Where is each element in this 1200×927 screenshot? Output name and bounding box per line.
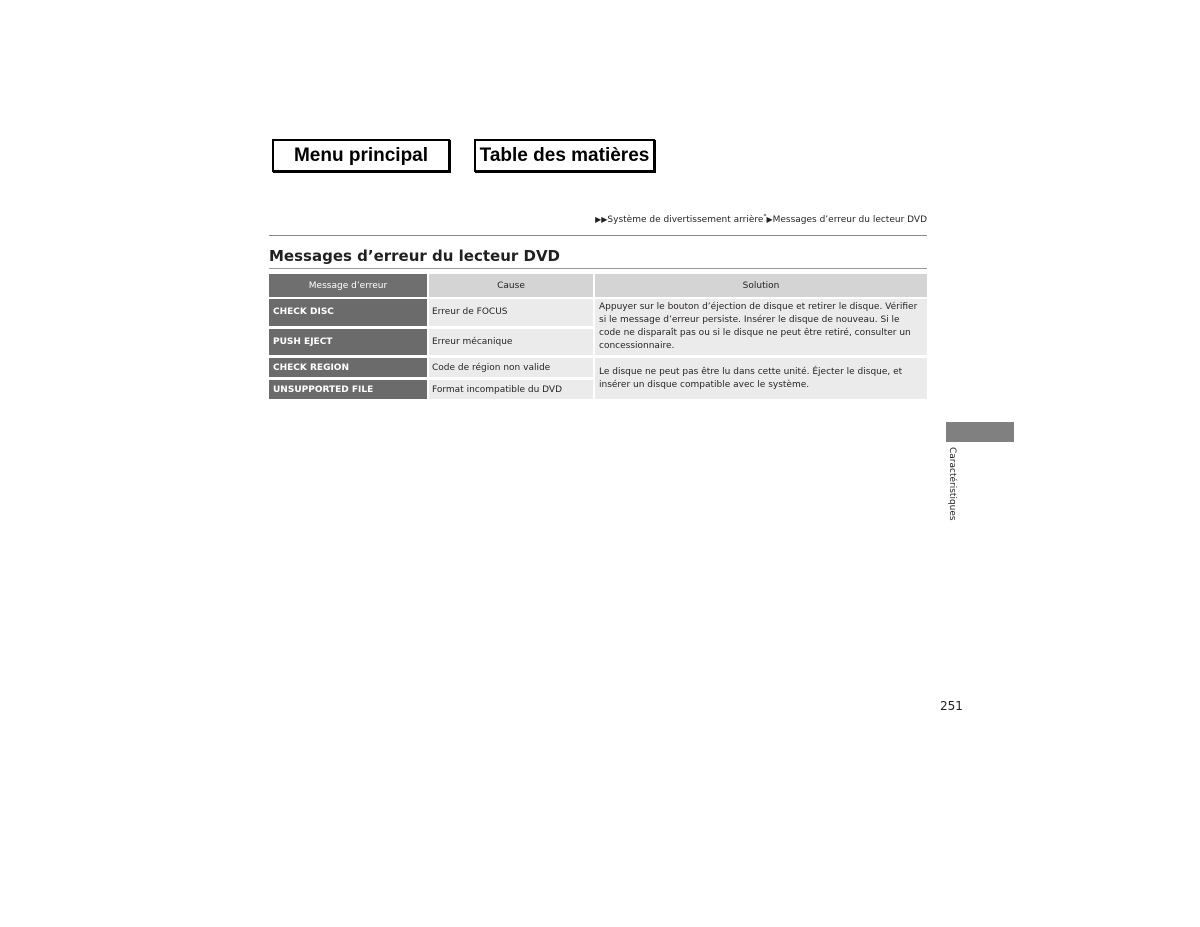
error-solution: Le disque ne peut pas être lu dans cette unité. Éjecter le disque, et insérer un disque compatible avec le système. (595, 358, 927, 402)
breadcrumb-marker: * (763, 213, 767, 220)
error-code: CHECK DISC (269, 299, 429, 329)
section-title: Messages d’erreur du lecteur DVD (269, 247, 561, 265)
error-code: CHECK REGION (269, 358, 429, 380)
error-code: PUSH EJECT (269, 329, 429, 359)
error-solution: Appuyer sur le bouton d’éjection de disque et retirer le disque. Vérifier si le message d’erreur persiste. Insérer le disque de nouveau. Si le code ne disparaît pas ou si le disque ne peut être retiré, consulter un concessionnaire. (595, 299, 927, 358)
table-of-contents-button[interactable]: Table des matières (474, 139, 655, 172)
breadcrumb-arrows-icon: ▶▶ (595, 215, 608, 224)
error-messages-table (269, 274, 927, 402)
header-solution: Solution (595, 274, 927, 299)
error-code: UNSUPPORTED FILE (269, 380, 429, 402)
error-cause: Code de région non valide (429, 358, 595, 380)
table-row (269, 358, 927, 380)
error-cause: Erreur de FOCUS (429, 299, 595, 329)
breadcrumb-section[interactable]: Système de divertissement arrière (607, 215, 764, 225)
title-divider (269, 268, 927, 269)
page-number: 251 (940, 699, 963, 713)
table-header-row (269, 274, 927, 299)
breadcrumb-arrow-icon: ▶ (766, 215, 773, 224)
table-row (269, 299, 927, 329)
breadcrumb-current: Messages d’erreur du lecteur DVD (772, 215, 927, 225)
chapter-tab[interactable] (946, 422, 1014, 442)
header-error-message: Message d’erreur (269, 274, 429, 299)
main-menu-button[interactable]: Menu principal (272, 139, 450, 172)
error-cause: Erreur mécanique (429, 329, 595, 359)
header-divider (269, 235, 927, 236)
breadcrumb (500, 213, 927, 225)
error-cause: Format incompatible du DVD (429, 380, 595, 402)
header-cause: Cause (429, 274, 595, 299)
chapter-tab-label[interactable]: Caractéristiques (947, 447, 957, 521)
